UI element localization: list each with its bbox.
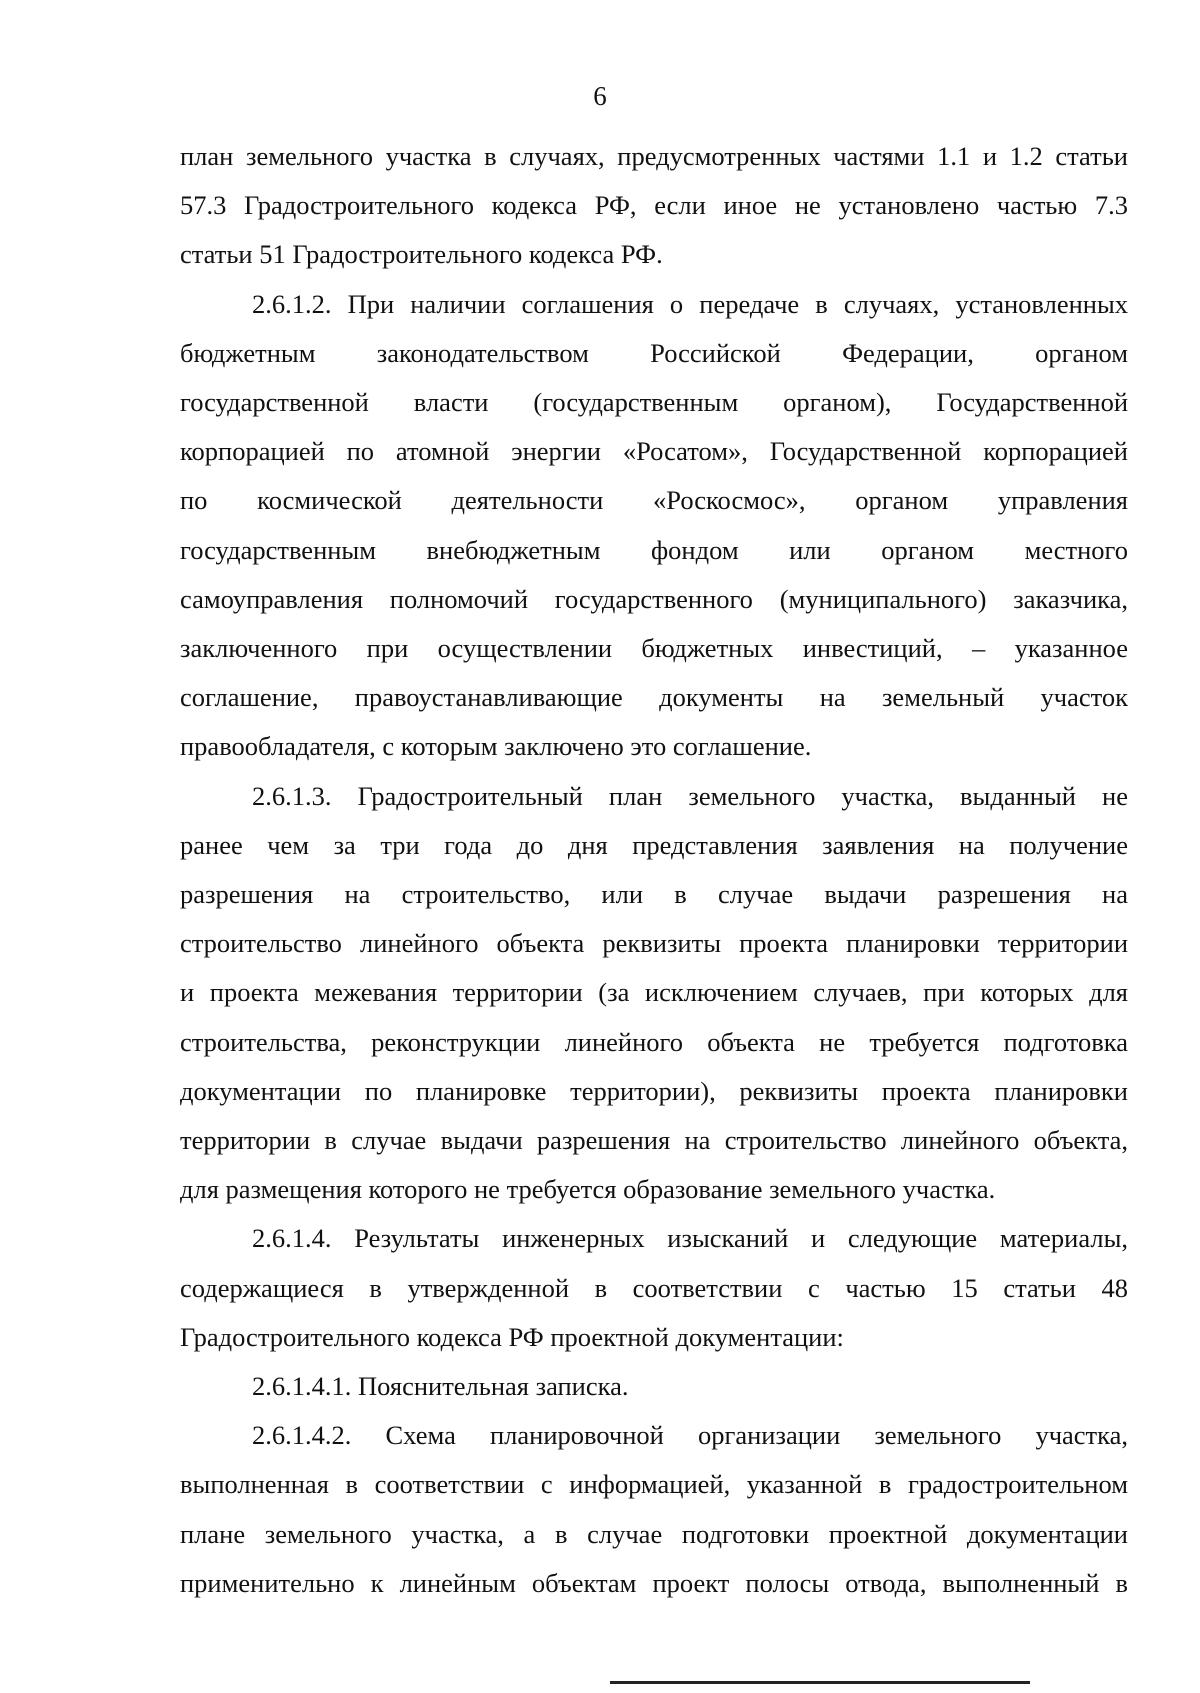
text-line: 2.6.1.4. Результаты инженерных изысканий и следующие материалы,	[252, 1223, 1128, 1254]
text-line: территории в случае выдачи разрешения на строительство линейного объекта,	[180, 1125, 1128, 1156]
paragraph	[180, 1411, 1128, 1608]
text-line: плане земельного участка, а в случае подготовки проектной документации	[180, 1518, 1128, 1549]
text-line: корпорацией по атомной энергии «Росатом», Государственной корпорацией	[180, 436, 1128, 467]
text-line: Градостроительного кодекса РФ проектной документации:	[180, 1321, 844, 1352]
text-line: для размещения которого не требуется образование земельного участка.	[180, 1174, 996, 1205]
text-line: разрешения на строительство, или в случае выдачи разрешения на	[180, 879, 1128, 910]
text-line: 2.6.1.3. Градостроительный план земельного участка, выданный не	[252, 780, 1128, 811]
text-line: государственным внебюджетным фондом или органом местного	[180, 534, 1128, 565]
text-line: применительно к линейным объектам проект полосы отвода, выполненный в	[180, 1567, 1128, 1598]
text-line: правообладателя, с которым заключено это соглашение.	[180, 731, 812, 762]
text-line: содержащиеся в утвержденной в соответствии с частью 15 статьи 48	[180, 1272, 1128, 1303]
text-line: выполненная в соответствии с информацией, указанной в градостроительном	[180, 1469, 1128, 1500]
footer-rule	[610, 1681, 1030, 1684]
text-line: 57.3 Градостроительного кодекса РФ, если иное не установлено частью 7.3	[180, 190, 1128, 221]
paragraph	[180, 772, 1128, 1215]
text-line: статьи 51 Градостроительного кодекса РФ.	[180, 239, 663, 270]
text-line: 2.6.1.4.1. Пояснительная записка.	[252, 1371, 629, 1402]
text-line: и проекта межевания территории (за исключением случаев, при которых для	[180, 977, 1128, 1008]
text-line: строительства, реконструкции линейного объекта не требуется подготовка	[180, 1026, 1128, 1057]
paragraph	[180, 280, 1128, 772]
text-line: государственной власти (государственным органом), Государственной	[180, 387, 1128, 418]
paragraph	[180, 1214, 1128, 1362]
paragraph	[180, 132, 1128, 280]
text-line: заключенного при осуществлении бюджетных инвестиций, – указанное	[180, 633, 1128, 664]
paragraph	[180, 1362, 1128, 1411]
document-body	[180, 132, 1128, 1608]
text-line: документации по планировке территории), реквизиты проекта планировки	[180, 1075, 1128, 1106]
text-line: самоуправления полномочий государственного (муниципального) заказчика,	[180, 583, 1128, 614]
text-line: 2.6.1.2. При наличии соглашения о передаче в случаях, установленных	[252, 288, 1128, 319]
text-line: строительство линейного объекта реквизиты проекта планировки территории	[180, 928, 1128, 959]
text-line: бюджетным законодательством Российской Федерации, органом	[180, 337, 1128, 368]
text-line: по космической деятельности «Роскосмос», органом управления	[180, 485, 1128, 516]
text-line: 2.6.1.4.2. Схема планировочной организации земельного участка,	[252, 1420, 1128, 1451]
text-line: соглашение, правоустанавливающие документы на земельный участок	[180, 682, 1128, 713]
text-line: план земельного участка в случаях, предусмотренных частями 1.1 и 1.2 статьи	[180, 141, 1128, 171]
page-number: 6	[593, 81, 607, 111]
text-line: ранее чем за три года до дня представления заявления на получение	[180, 829, 1128, 860]
